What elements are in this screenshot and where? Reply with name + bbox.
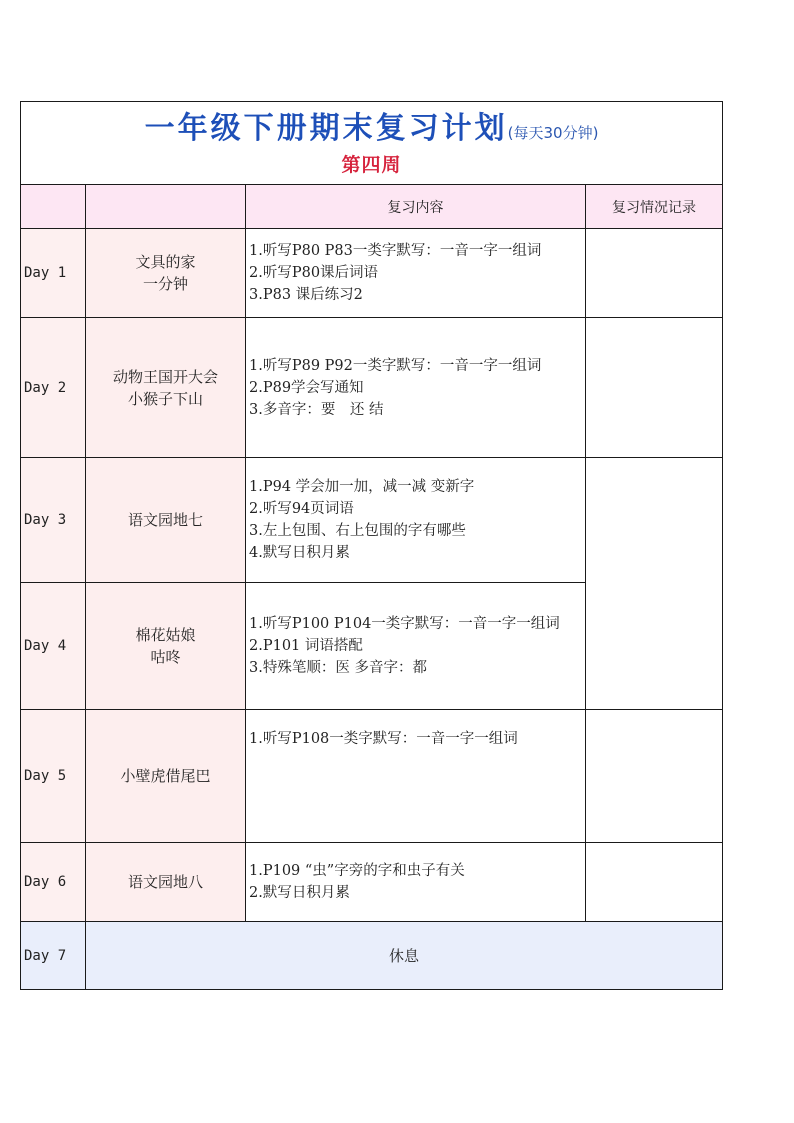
header-record: 复习情况记录	[586, 185, 723, 229]
topic-line: 动物王国开大会	[112, 367, 218, 386]
record-cell[interactable]	[586, 318, 723, 458]
day-label: Day 5	[21, 710, 86, 843]
topic-line: 语文园地八	[127, 873, 203, 891]
content-item: 1.P109 “虫”字旁的字和虫子有关	[249, 863, 465, 879]
header-day	[21, 185, 86, 229]
day-label: Day 1	[21, 229, 86, 318]
review-content	[246, 229, 586, 318]
table-row-day-5	[21, 710, 723, 843]
content-item: 4.默写日积月累	[249, 545, 350, 561]
day-label: Day 4	[21, 583, 86, 710]
content-item: 1.听写P80 P83一类字默写：一音一字一组词	[249, 243, 542, 259]
lesson-topic	[86, 710, 246, 843]
page-title	[21, 110, 722, 146]
day-label: Day 3	[21, 458, 86, 583]
review-plan-table	[20, 101, 723, 990]
content-item: 1.听写P108一类字默写：一音一字一组词	[249, 731, 518, 747]
review-content	[246, 458, 586, 583]
content-item: 1.P94 学会加一加，减一减 变新字	[249, 479, 475, 495]
title-main: 一年级下册期末复习计划	[144, 110, 508, 146]
topic-line: 咕咚	[150, 648, 181, 666]
content-item: 2.P101 词语搭配	[249, 638, 363, 654]
topic-line: 小猴子下山	[127, 389, 203, 408]
rest-day-cell: 休息	[86, 922, 723, 990]
content-item: 3.左上包围、右上包围的字有哪些	[249, 523, 466, 539]
table-row-day-7	[21, 922, 723, 990]
record-cell[interactable]	[586, 229, 723, 318]
content-item: 1.听写P89 P92一类字默写：一音一字一组词	[249, 357, 542, 374]
topic-line: 一分钟	[142, 275, 188, 293]
topic-line: 小壁虎借尾巴	[120, 767, 211, 785]
title-cell	[21, 102, 723, 185]
lesson-topic	[86, 843, 246, 922]
review-content	[246, 318, 586, 458]
topic-line: 语文园地七	[127, 511, 203, 529]
header-topic	[86, 185, 246, 229]
day-label: Day 7	[21, 922, 86, 990]
review-content	[246, 583, 586, 710]
day-label: Day 6	[21, 843, 86, 922]
table-row-day-3	[21, 458, 723, 583]
record-cell[interactable]	[586, 843, 723, 922]
content-item: 2.听写P80课后词语	[249, 265, 379, 281]
topic-line: 文具的家	[135, 253, 196, 271]
content-item: 3.P83 课后练习2	[249, 287, 363, 303]
table-row-day-6	[21, 843, 723, 922]
table-row-day-2	[21, 318, 723, 458]
lesson-topic	[86, 458, 246, 583]
day-label: Day 2	[21, 318, 86, 458]
week-label: 第四周	[341, 153, 402, 176]
lesson-topic	[86, 583, 246, 710]
content-item: 2.P89学会写通知	[249, 379, 364, 396]
topic-line: 棉花姑娘	[135, 626, 196, 644]
content-item: 1.听写P100 P104一类字默写：一音一字一组词	[249, 616, 560, 632]
record-cell-merged[interactable]	[586, 458, 723, 710]
content-item: 2.默写日积月累	[249, 885, 350, 901]
content-item: 2.听写94页词语	[249, 501, 354, 517]
review-plan-sheet	[20, 101, 722, 990]
lesson-topic	[86, 229, 246, 318]
title-note: (每天30分钟)	[507, 123, 599, 142]
content-item: 3.特殊笔顺：医 多音字：都	[249, 660, 427, 676]
header-content: 复习内容	[246, 185, 586, 229]
lesson-topic	[86, 318, 246, 458]
review-content	[246, 843, 586, 922]
table-row-day-1	[21, 229, 723, 318]
table-header-row	[21, 185, 723, 229]
content-item: 3.多音字：要 还 结	[249, 401, 384, 418]
record-cell[interactable]	[586, 710, 723, 843]
review-content	[246, 710, 586, 843]
